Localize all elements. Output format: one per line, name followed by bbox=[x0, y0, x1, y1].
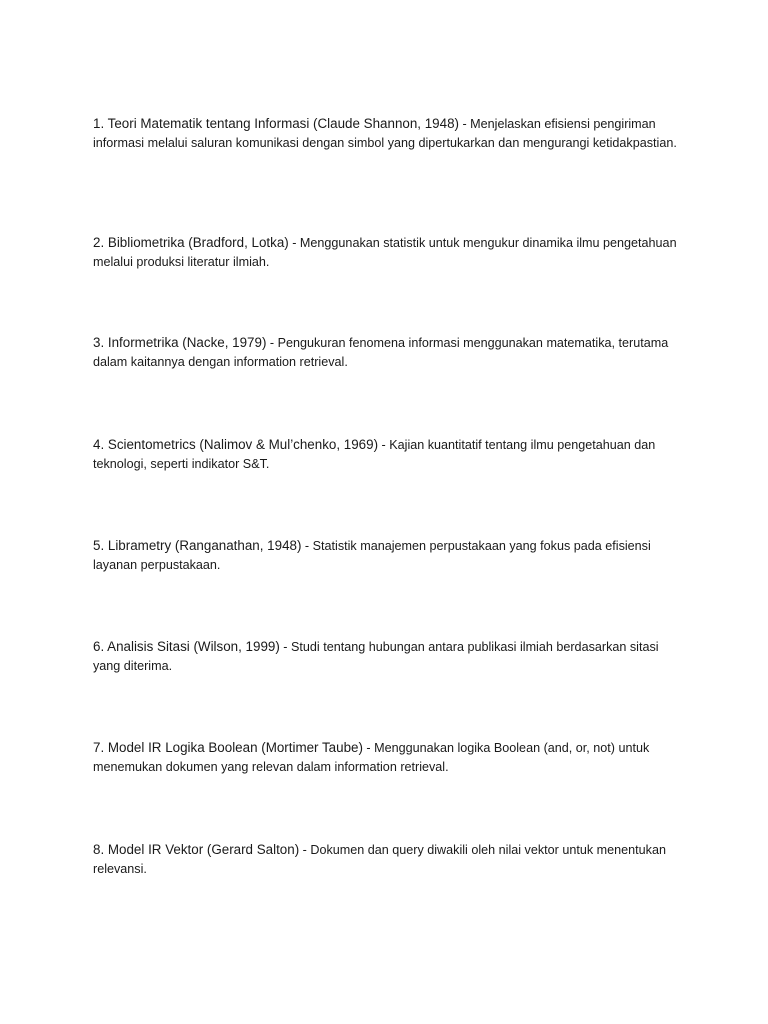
entry-title: 7. Model IR Logika Boolean (Mortimer Taube) bbox=[93, 740, 363, 755]
entry-analisis-sitasi bbox=[93, 638, 683, 675]
entry-bibliometrika bbox=[93, 234, 683, 271]
entry-description: - Pengukuran fenomena informasi menggunakan matematika, terutama dalam kaitannya dengan information retrieval. bbox=[93, 336, 669, 369]
entry-title: 4. Scientometrics (Nalimov & Mul’chenko, 1969) bbox=[93, 437, 379, 452]
entry-title: 6. Analisis Sitasi (Wilson, 1999) bbox=[93, 639, 280, 654]
entry-title: 2. Bibliometrika (Bradford, Lotka) bbox=[93, 235, 289, 250]
entry-title: 5. Librametry (Ranganathan, 1948) bbox=[93, 538, 302, 553]
entry-title: 1. Teori Matematik tentang Informasi (Claude Shannon, 1948) bbox=[93, 116, 459, 131]
entry-model-boolean bbox=[93, 739, 683, 776]
entry-model-vektor bbox=[93, 841, 683, 878]
entry-shannon bbox=[93, 115, 683, 152]
entry-scientometrics bbox=[93, 436, 683, 473]
entry-description: - Menjelaskan efisiensi pengiriman informasi melalui saluran komunikasi dengan simbol yang dipertukarkan dan mengurangi ketidakpastian. bbox=[93, 117, 677, 150]
entry-description: - Studi tentang hubungan antara publikasi ilmiah berdasarkan sitasi yang diterima. bbox=[93, 640, 659, 673]
entry-informetrika bbox=[93, 334, 683, 371]
entry-description: - Menggunakan logika Boolean (and, or, not) untuk menemukan dokumen yang relevan dalam information retrieval. bbox=[93, 741, 650, 774]
entry-description: - Kajian kuantitatif tentang ilmu pengetahuan dan teknologi, seperti indikator S&T. bbox=[93, 438, 656, 471]
entry-description: - Dokumen dan query diwakili oleh nilai vektor untuk menentukan relevansi. bbox=[93, 843, 666, 876]
entry-description: - Menggunakan statistik untuk mengukur dinamika ilmu pengetahuan melalui produksi literatur ilmiah. bbox=[93, 236, 677, 269]
entry-title: 3. Informetrika (Nacke, 1979) bbox=[93, 335, 267, 350]
entry-title: 8. Model IR Vektor (Gerard Salton) bbox=[93, 842, 300, 857]
entry-description: - Statistik manajemen perpustakaan yang fokus pada efisiensi layanan perpustakaan. bbox=[93, 539, 651, 572]
entry-librametry bbox=[93, 537, 683, 574]
